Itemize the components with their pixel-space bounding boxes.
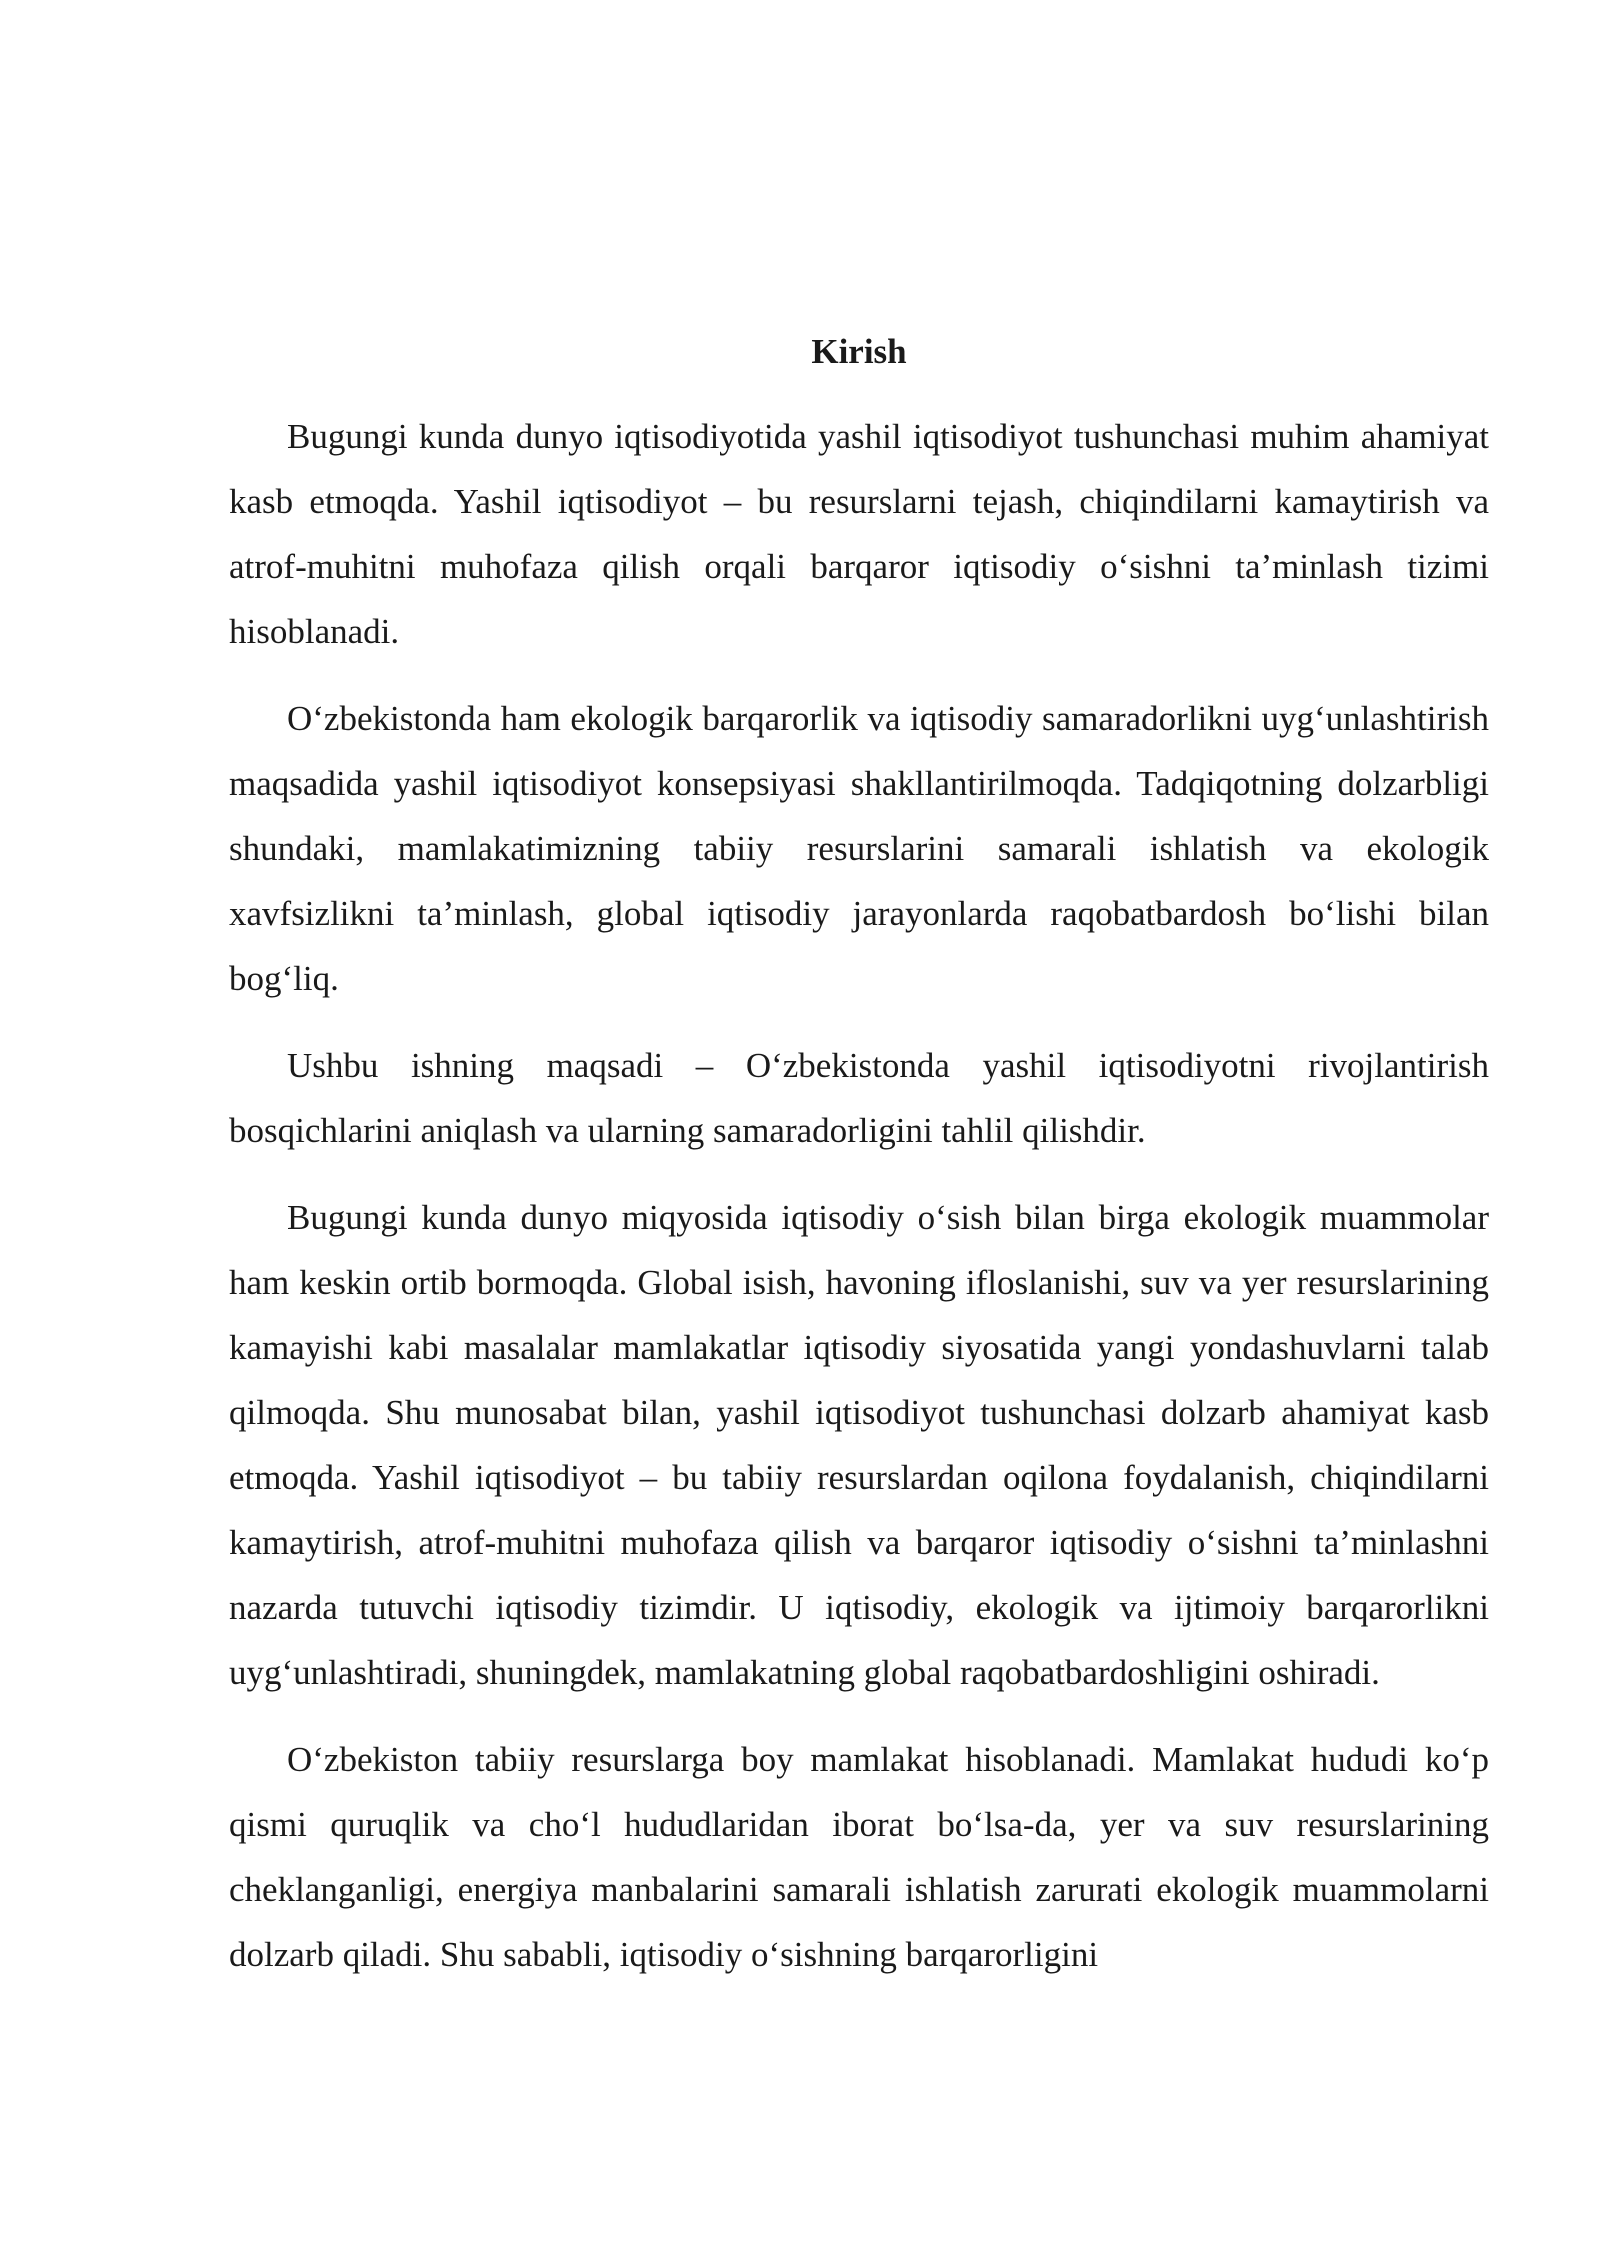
document-page (229, 322, 1489, 2009)
paragraph-2: O‘zbekistonda ham ekologik barqarorlik va iqtisodiy samaradorlikni uyg‘unlashtirish maqsadida yashil iqtisodiyot konsepsiyasi shakllantirilmoqda. Tadqiqotning dolzarbligi shundaki, mamlakatimizning tabiiy resurslarini samarali ishlatish va ekologik xavfsizlikni ta’minlash, global iqtisodiy jarayonlarda raqobatbardosh bo‘lishi bilan bog‘liq. (229, 699, 1489, 998)
paragraph-4: Bugungi kunda dunyo miqyosida iqtisodiy o‘sish bilan birga ekologik muammolar ham keskin ortib bormoqda. Global isish, havoning ifloslanishi, suv va yer resurslarining kamayishi kabi masalalar mamlakatlar iqtisodiy siyosatida yangi yondashuvlarni talab qilmoqda. Shu munosabat bilan, yashil iqtisodiyot tushunchasi dolzarb ahamiyat kasb etmoqda. Yashil iqtisodiyot – bu tabiiy resurslardan oqilona foydalanish, chiqindilarni kamaytirish, atrof-muhitni muhofaza qilish va barqaror iqtisodiy o‘sishni ta’minlashni nazarda tutuvchi iqtisodiy tizimdir. U iqtisodiy, ekologik va ijtimoiy barqarorlikni uyg‘unlashtiradi, shuningdek, mamlakatning global raqobatbardoshligini oshiradi. (229, 1198, 1489, 1692)
paragraph-5: O‘zbekiston tabiiy resurslarga boy mamlakat hisoblanadi. Mamlakat hududi ko‘p qismi quruqlik va cho‘l hududlaridan iborat bo‘lsa-da, yer va suv resurslarining cheklanganligi, energiya manbalarini samarali ishlatish zarurati ekologik muammolarni dolzarb qiladi. Shu sababli, iqtisodiy o‘sishning barqarorligini (229, 1740, 1489, 1974)
page-title: Kirish (811, 332, 907, 371)
paragraph-3: Ushbu ishning maqsadi – O‘zbekistonda yashil iqtisodiyotni rivojlantirish bosqichlarini aniqlash va ularning samaradorligini tahlil qilishdir. (229, 1046, 1489, 1150)
paragraph-1: Bugungi kunda dunyo iqtisodiyotida yashil iqtisodiyot tushunchasi muhim ahamiyat kasb etmoqda. Yashil iqtisodiyot – bu resurslarni tejash, chiqindilarni kamaytirish va atrof-muhitni muhofaza qilish orqali barqaror iqtisodiy o‘sishni ta’minlash tizimi hisoblanadi. (229, 417, 1489, 651)
